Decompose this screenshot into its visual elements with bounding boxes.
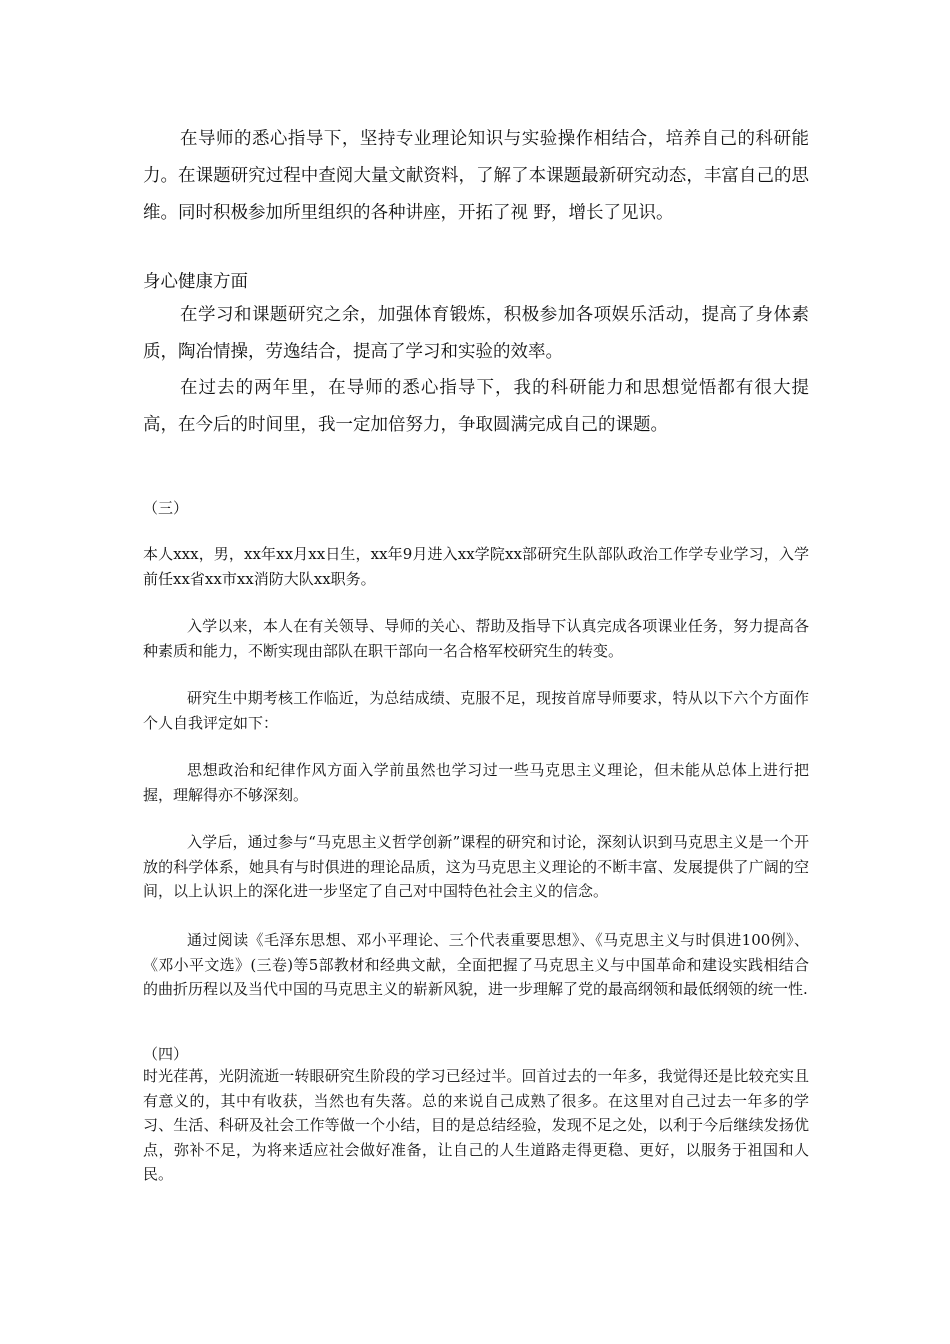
paragraph-summary: 在过去的两年里，在导师的悉心指导下，我的科研能力和思想觉悟都有很大提高，在今后的时间里，我一定加倍努力，争取圆满完成自己的课题。 xyxy=(143,378,809,435)
heading-health: 身心健康方面 xyxy=(143,272,248,292)
paragraph-three-1: 入学以来，本人在有关领导、导师的关心、帮助及指导下认真完成各项课业任务，努力提高各种素质和能力，不断实现由部队在职干部向一名合格军校研究生的转变。 xyxy=(143,617,809,660)
section-label-four: （四） xyxy=(143,1045,189,1063)
paragraph-research: 在导师的悉心指导下，坚持专业理论知识与实验操作相结合，培养自己的科研能力。在课题研究过程中查阅大量文献资料，了解了本课题最新研究动态，丰富自己的思维。同时积极参加所里组织的各种讲座，开拓了视 野，增长了见识。 xyxy=(143,129,809,223)
section-label-three: （三） xyxy=(143,499,189,517)
paragraph-four-1: 时光荏苒，光阴流逝一转眼研究生阶段的学习已经过半。回首过去的一年多，我觉得还是比较充实且有意义的，其中有收获，当然也有失落。总的来说自己成熟了很多。在这里对自己过去一年多的学习、生活、科研及社会工作等做一个小结，目的是总结经验，发现不足之处，以利于今后继续发扬优点，弥补不足，为将来适应社会做好准备，让自己的人生道路走得更稳、更好，以服务于祖国和人民。 xyxy=(143,1067,809,1183)
paragraph-three-2: 研究生中期考核工作临近，为总结成绩、克服不足，现按首席导师要求，特从以下六个方面作个人自我评定如下： xyxy=(143,689,809,732)
paragraph-health: 在学习和课题研究之余，加强体育锻炼，积极参加各项娱乐活动，提高了身体素质，陶冶情操，劳逸结合，提高了学习和实验的效率。 xyxy=(143,305,809,362)
paragraph-intro: 本人xxx，男，xx年xx月xx日生，xx年9月进入xx学院xx部研究生队部队政治工作学专业学习，入学前任xx省xx市xx消防大队xx职务。 xyxy=(143,545,809,588)
paragraph-three-4: 入学后，通过参与“马克思主义哲学创新”课程的研究和讨论，深刻认识到马克思主义是一个开放的科学体系，她具有与时俱进的理论品质，这为马克思主义理论的不断丰富、发展提供了广阔的空间，以上认识上的深化进一步坚定了自己对中国特色社会主义的信念。 xyxy=(143,833,809,900)
paragraph-three-3: 思想政治和纪律作风方面入学前虽然也学习过一些马克思主义理论，但未能从总体上进行把握，理解得亦不够深刻。 xyxy=(143,761,809,804)
paragraph-three-5: 通过阅读《毛泽东思想、邓小平理论、三个代表重要思想》、《马克思主义与时俱进100例》、《邓小平文选》(三卷)等5部教材和经典文献，全面把握了马克思主义与中国革命和建设实践相结合的曲折历程以及当代中国的马克思主义的崭新风貌，进一步理解了党的最高纲领和最低纲领的统一性. xyxy=(143,931,809,998)
